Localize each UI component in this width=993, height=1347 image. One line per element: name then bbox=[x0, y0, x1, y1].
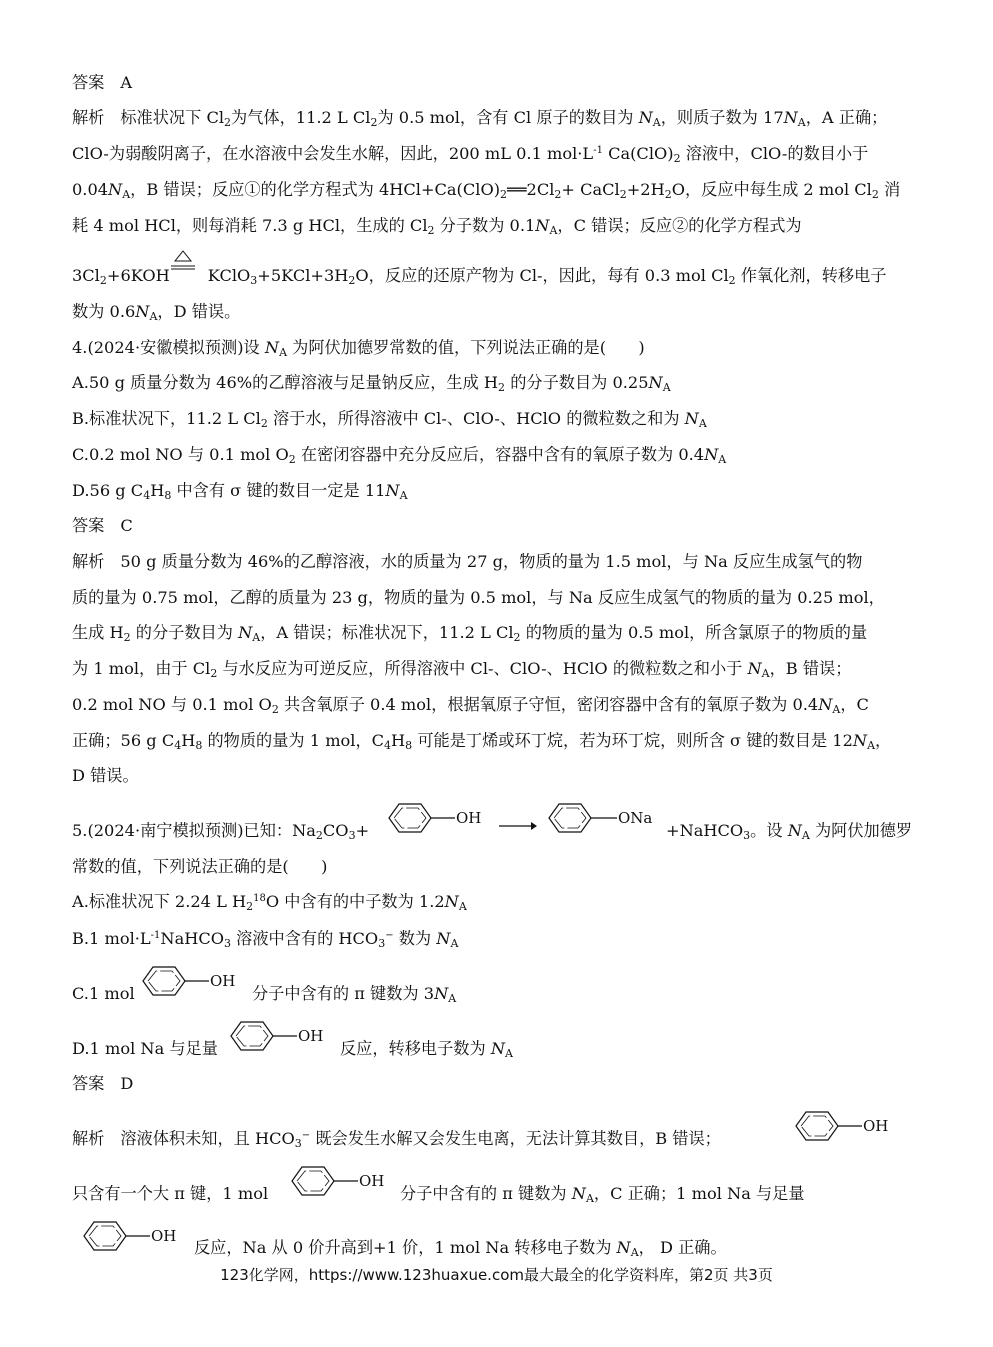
q5-analysis-line-1: 解析 溶液体积未知，且 $HCO_3^-$ 既会发生水解又会发生电离，无法计算其数目，B 错误； bbox=[72, 1129, 721, 1150]
oh-label: OH bbox=[863, 1117, 889, 1135]
q4-analysis-line-3: 生成 $H_2$ 的分子数目为 $N_A$，A 错误；标准状况下，11.2 L $Cl_2$ 的物质的量为 0.5 mol，所含氯原子的物质的量 bbox=[72, 623, 868, 644]
ona-label: ONa bbox=[618, 809, 653, 827]
phenol-structure bbox=[383, 800, 493, 840]
q3-analysis-line-3: $0.04N_A$，B 错误；反应①的化学方程式为 $4HCl+Ca(ClO)_2══2Cl_2+$ $CaCl_2+2H_2O$，反应中每生成 2 mol $Cl_2$ 消 bbox=[72, 180, 901, 201]
q5-option-c-tail: 分子中含有的 π 键数为 $3N_A$ bbox=[252, 984, 457, 1005]
q5-option-a: A.标准状况下 2.24 L $H_2^{18}O$ 中含有的中子数为 $1.2N_A$ bbox=[72, 892, 467, 913]
q5-option-c-head: C.1 mol bbox=[72, 984, 135, 1003]
phenol-structure bbox=[137, 963, 247, 1003]
q5-answer-line bbox=[72, 1073, 933, 1095]
q5-stem-head: 5.(2024·南宁模拟预测)已知：Na bbox=[72, 821, 316, 840]
answer-label: 答案 bbox=[72, 516, 105, 535]
q3-answer-line bbox=[72, 72, 933, 94]
q4-analysis-line-7: D 错误。 bbox=[72, 766, 139, 785]
oh-label: OH bbox=[210, 972, 236, 990]
q4-answer-line bbox=[72, 515, 933, 537]
analysis-label: 解析 bbox=[72, 552, 105, 571]
q4-analysis-line-4: 为 1 mol，由于 $Cl_2$ 与水反应为可逆反应，所得溶液中 Cl-、ClO-、HClO 的微粒数之和小于 $N_A$，B 错误； bbox=[72, 659, 852, 680]
benzene-ring-icon bbox=[78, 1218, 188, 1254]
q4-analysis-line-2: 质的量为 0.75 mol，乙醇的质量为 23 g，物质的量为 0.5 mol，与 Na 反应生成氢气的物质的量为 0.25 mol， bbox=[72, 588, 885, 607]
phenol-structure bbox=[225, 1018, 335, 1058]
phenol-structure bbox=[286, 1163, 396, 1203]
reaction-arrow-icon bbox=[497, 818, 537, 837]
oh-label: OH bbox=[359, 1172, 385, 1190]
phenol-structure bbox=[78, 1218, 188, 1258]
sodium-phenoxide-structure bbox=[543, 800, 663, 840]
benzene-ring-icon bbox=[225, 1018, 335, 1054]
page-footer: 123化学网，https://www.123huaxue.com最大最全的化学资料库，第2页 共3页 bbox=[220, 1266, 773, 1284]
q4-stem: 4.(2024·安徽模拟预测)设 $N_A$ 为阿伏加德罗常数的值，下列说法正确的是( ) bbox=[72, 338, 645, 359]
benzene-ring-icon bbox=[543, 800, 663, 836]
benzene-ring-icon bbox=[383, 800, 493, 836]
q3-analysis-line-6: 数为 $0.6N_A$，D 错误。 bbox=[72, 302, 241, 323]
q5-analysis-line-2-tail: 分子中含有的 π 键数为 $N_A$，C 正确；1 mol Na 与足量 bbox=[400, 1184, 805, 1205]
q4-stem-tail: 为阿伏加德罗常数的值，下列说法正确的是( ) bbox=[292, 338, 645, 357]
phenol-structure bbox=[790, 1108, 900, 1148]
q4-stem-head: 4.(2024·安徽模拟预测)设 bbox=[72, 338, 260, 357]
benzene-ring-icon bbox=[137, 963, 247, 999]
q5-option-d-head: D.1 mol Na 与足量 bbox=[72, 1039, 218, 1058]
oh-label: OH bbox=[151, 1227, 177, 1245]
q5-option-b: B.1 $mol\cdot L^{-1}NaHCO_3$ 溶液中含有的 $HCO_3^-$ 数为 $N_A$ bbox=[72, 929, 459, 950]
q4-analysis-line-5: 0.2 mol NO 与 0.1 mol $O_2$ 共含氧原子 0.4 mol，根据氧原子守恒，密闭容器中含有的氧原子数为 $0.4N_A$，C bbox=[72, 695, 869, 716]
benzene-ring-icon bbox=[286, 1163, 396, 1199]
answer-label: 答案 bbox=[72, 1074, 105, 1093]
q5-option-d-tail: 反应，转移电子数为 $N_A$ bbox=[340, 1039, 513, 1060]
answer-label: 答案 bbox=[72, 73, 105, 92]
answer-value: A bbox=[120, 73, 133, 92]
oh-label: OH bbox=[298, 1027, 324, 1045]
q5-stem-line-2: 常数的值，下列说法正确的是( ) bbox=[72, 857, 328, 876]
q4-option-d: D.56 g $C_4H_8$ 中含有 σ 键的数目一定是 $11N_A$ bbox=[72, 481, 408, 502]
q5-analysis-line-3: 反应，Na 从 0 价升高到+1 价，1 mol Na 转移电子数为 $N_A$， D 正确。 bbox=[194, 1238, 727, 1259]
analysis-label: 解析 bbox=[72, 108, 105, 127]
q4-option-a: A.50 g 质量分数为 46%的乙醇溶液与足量钠反应，生成 $H_2$ 的分子数目为 $0.25N_A$ bbox=[72, 373, 671, 394]
analysis-label: 解析 bbox=[72, 1129, 105, 1148]
answer-value: C bbox=[120, 516, 133, 535]
q5-stem-line-1-tail: +NaHCO$_3$。设 $N_A$ 为阿伏加德罗 bbox=[666, 821, 913, 842]
answer-value: D bbox=[120, 1074, 134, 1093]
q4-analysis-line-1: 解析 50 g 质量分数为 46%的乙醇溶液，水的质量为 27 g，物质的量为 1.5 mol，与 Na 反应生成氢气的物 bbox=[72, 552, 863, 571]
q5-stem-line-1: 5.(2024·南宁模拟预测)已知：$Na_2CO_3+$ bbox=[72, 821, 370, 842]
q4-option-b: B.标准状况下，11.2 L $Cl_2$ 溶于水，所得溶液中 Cl-、ClO-、HClO 的微粒数之和为 $N_A$ bbox=[72, 409, 707, 430]
q3-analysis-line-4: 耗 4 mol HCl，则每消耗 7.3 g HCl，生成的 $Cl_2$ 分子数为 $0.1N_A$，C 错误；反应②的化学方程式为 bbox=[72, 216, 802, 237]
oh-label: OH bbox=[456, 809, 482, 827]
q3-analysis-line-1: 解析 标准状况下 $Cl_2$为气体，11.2 L $Cl_2$为 0.5 mol，含有 Cl 原子的数目为 $N_A$，则质子数为 $17N_A$，A 正确； bbox=[72, 108, 888, 129]
benzene-ring-icon bbox=[790, 1108, 900, 1144]
q4-analysis-line-6: 正确；56 g $C_4H_8$ 的物质的量为 1 mol，$C_4H_8$ 可能是丁烯或环丁烷，若为环丁烷，则所含 σ 键的数目是 $12N_A$， bbox=[72, 731, 892, 752]
q5-analysis-line-2-head: 只含有一个大 π 键，1 mol bbox=[72, 1184, 269, 1203]
q3-analysis-line-2: ClO-为弱酸阴离子，在水溶液中会发生水解，因此，200 mL 0.1 $mol\cdot L^{-1}$ $Ca(ClO)_2$ 溶液中，ClO-的数目小于 bbox=[72, 144, 869, 165]
q4-option-c: C.0.2 mol NO 与 0.1 mol $O_2$ 在密闭容器中充分反应后，容器中含有的氧原子数为 $0.4N_A$ bbox=[72, 445, 727, 466]
q3-analysis-line-5: $3Cl_2+6KOH$ $KClO_3+5KCl+3H_2O$，反应的还原产物为 Cl-，因此，每有 0.3 mol $Cl_2$ 作氧化剂，转移电子 bbox=[72, 266, 887, 287]
